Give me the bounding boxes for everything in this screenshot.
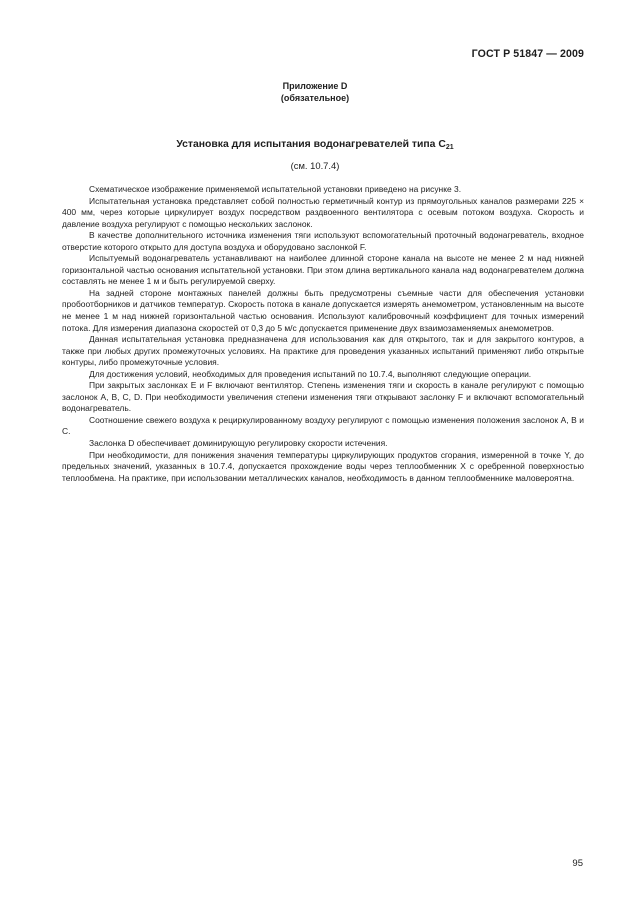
section-title-subscript: 21 — [445, 144, 454, 151]
paragraph: Испытательная установка представляет собой полностью герметичный контур из прямоугольных каналов размерами 225 × 400 мм, через которые циркулирует воздух посредством раздвоенного вентилятора с осевым потоком воздуха. Скорость и давление воздуха регулируют с помощью нескольких заслонок. — [62, 195, 584, 229]
paragraph: На задней стороне монтажных панелей должны быть предусмотрены съемные части для обеспечения установки пробоотборников и датчиков температур. Скорость потока в канале допускается измерять анемометром, установленным на высоте не менее 1 м над нижней горизонтальной частью основания. Используют калибровочный коэффициент для точных измерений потока. Для измерения диапазона скоростей от 0,3 до 5 м/с допускается применение двух взаимозаменяемых анемометров. — [62, 287, 584, 333]
annex-title: Приложение D — [282, 81, 348, 91]
page-number: 95 — [572, 858, 583, 869]
paragraph: При закрытых заслонках E и F включают вентилятор. Степень изменения тяги и скорость в канале регулируют с помощью заслонок A, B, C, D. При необходимости увеличения степени изменения тяги открывают заслонку F и включают вспомогательный водонагреватель. — [62, 380, 584, 414]
paragraph: Испытуемый водонагреватель устанавливают на наиболее длинной стороне канала на высоте не менее 2 м над нижней горизонтальной частью основания испытательной установки. При этом длина вертикального канала над водонагревателем должна составлять не менее 1 м и быть регулируемой сверху. — [62, 253, 584, 287]
paragraph: Схематическое изображение применяемой испытательной установки приведено на рисунке 3. — [89, 184, 462, 194]
body-text — [62, 184, 584, 484]
paragraph: Соотношение свежего воздуха к рециркулированному воздуху регулируют с помощью изменения положения заслонок A, B и C. — [62, 414, 584, 437]
paragraph: Данная испытательная установка предназначена для использования как для открытого, так и для закрытого контуров, а также при любых других промежуточных условиях. На практике для проведения указанных испытаний применяют либо открытые контуры, либо промежуточные условия. — [62, 334, 584, 368]
paragraph: В качестве дополнительного источника изменения тяги используют вспомогательный проточный водонагреватель, входное отверстие которого открыто для доступа воздуха и оборудовано заслонкой F. — [62, 230, 584, 252]
paragraph: Заслонка D обеспечивает доминирующую регулировку скорости истечения. — [89, 438, 388, 449]
section-reference: (см. 10.7.4) — [290, 160, 340, 171]
section-title-main: Установка для испытания водонагревателей типа С — [176, 139, 446, 150]
paragraph: Для достижения условий, необходимых для проведения испытаний по 10.7.4, выполняют следующие операции. — [89, 368, 532, 379]
standard-header: ГОСТ Р 51847 — 2009 — [471, 48, 584, 60]
section-title — [0, 139, 630, 151]
annex-subtitle: (обязательное) — [280, 93, 350, 103]
paragraph: При необходимости, для понижения значения температуры циркулирующих продуктов сгорания, измеренной в точке Y, до предельных значений, указанных в 10.7.4, допускается прохождение воды через теплообменник X с оребренной поверхностью теплообмена. На практике, при использовании металлических каналов, необходимость в данном теплообменнике маловероятна. — [62, 449, 584, 483]
